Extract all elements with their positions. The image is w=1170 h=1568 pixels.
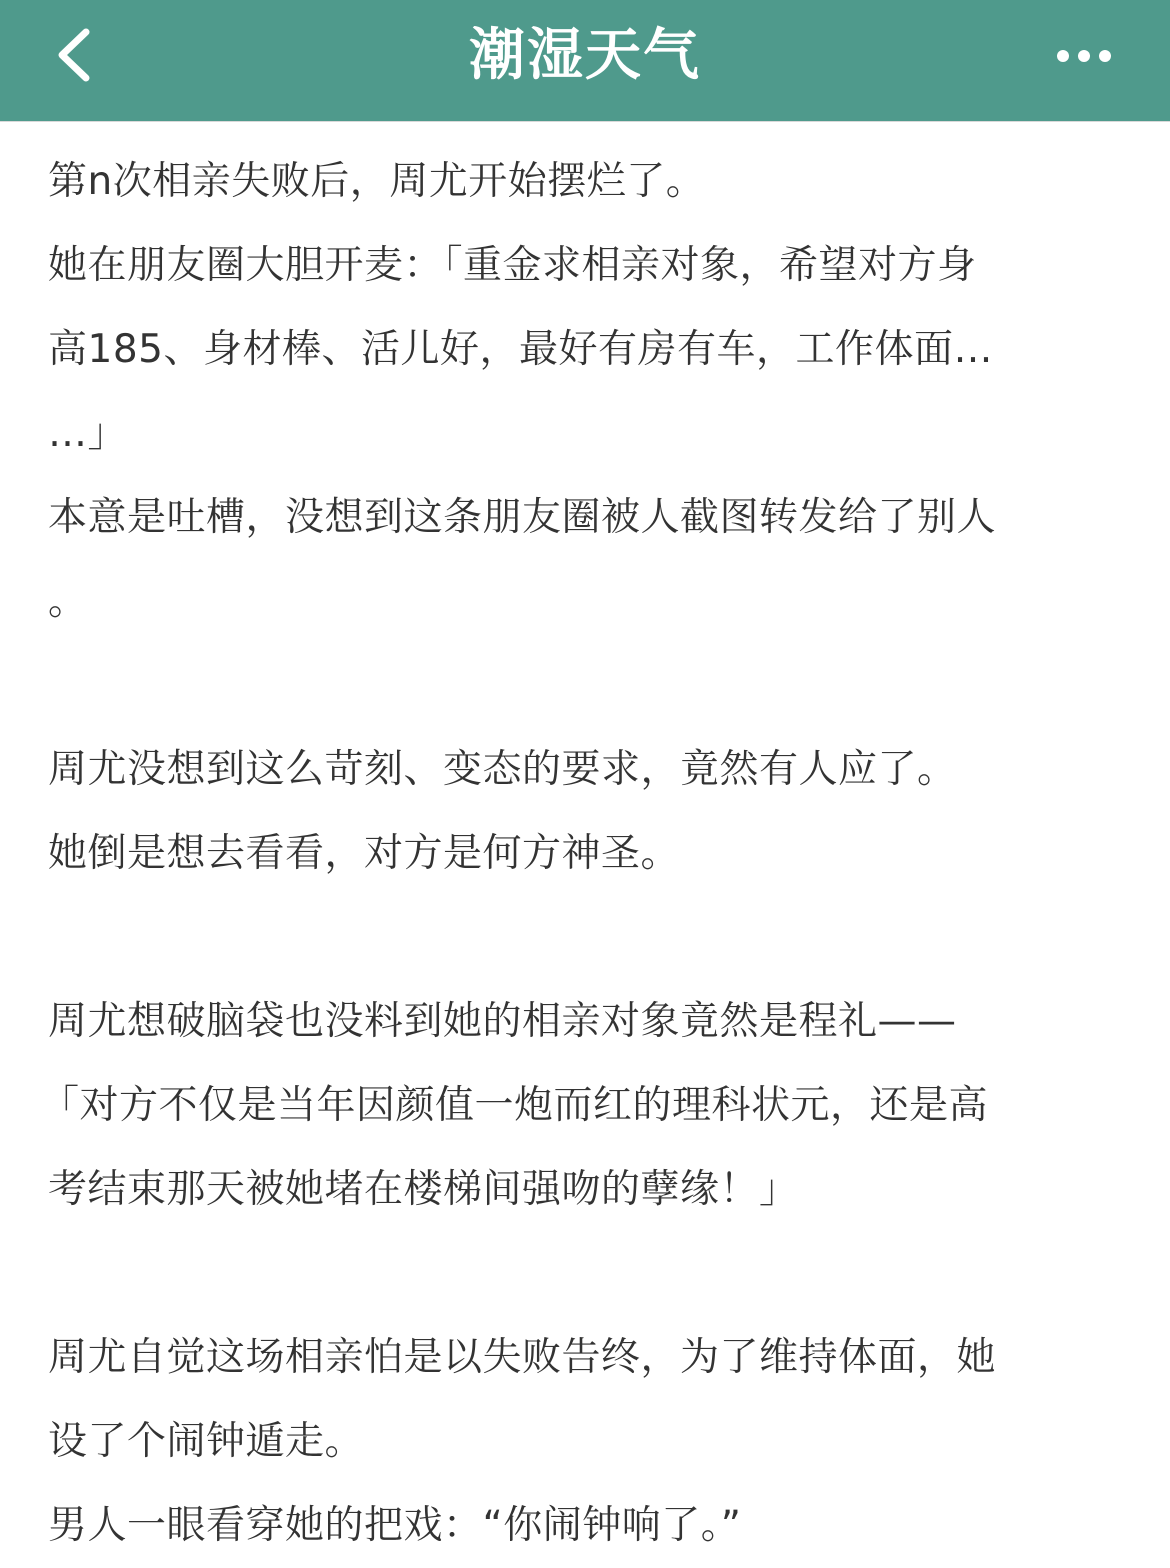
text-line: 本意是吐槽，没想到这条朋友圈被人截图转发给了别人 [48,495,997,540]
article-body [40,140,1128,1568]
text-line: 考结束那天被她堵在楼梯间强吻的孽缘！」 [48,1167,799,1212]
paragraph-gap [48,1232,1128,1316]
text-line: 周尤自觉这场相亲怕是以失败告终，为了维持体面，她 [48,1335,997,1380]
text-line: 男人一眼看穿她的把戏：“你闹钟响了。” [48,1503,742,1548]
text-line: 周尤想破脑袋也没料到她的相亲对象竟然是程礼—— [48,999,957,1044]
page-title: 潮湿天气 [469,23,701,88]
top-navigation-bar [0,0,1170,122]
paragraph-gap [48,896,1128,980]
text-line: 周尤没想到这么苛刻、变态的要求，竟然有人应了。 [48,747,957,792]
text-line: …」 [48,411,128,456]
text-line: 设了个闹钟遁走。 [48,1419,365,1464]
text-line: 高185、身材棒、活儿好，最好有房有车，工作体面… [48,327,993,372]
paragraph-gap [48,644,1128,728]
text-line: 「对方不仅是当年因颜值一炮而红的理科状元，还是高 [40,1083,989,1128]
text-line: 第n次相亲失败后，周尤开始摆烂了。 [48,159,706,204]
text-line: 她倒是想去看看，对方是何方神圣。 [48,831,681,876]
more-dots-icon [1056,41,1112,71]
text-line: 。 [48,579,88,624]
text-line: 她在朋友圈大胆开麦：「重金求相亲对象，希望对方身 [48,243,977,288]
more-options-button[interactable] [1056,41,1112,71]
